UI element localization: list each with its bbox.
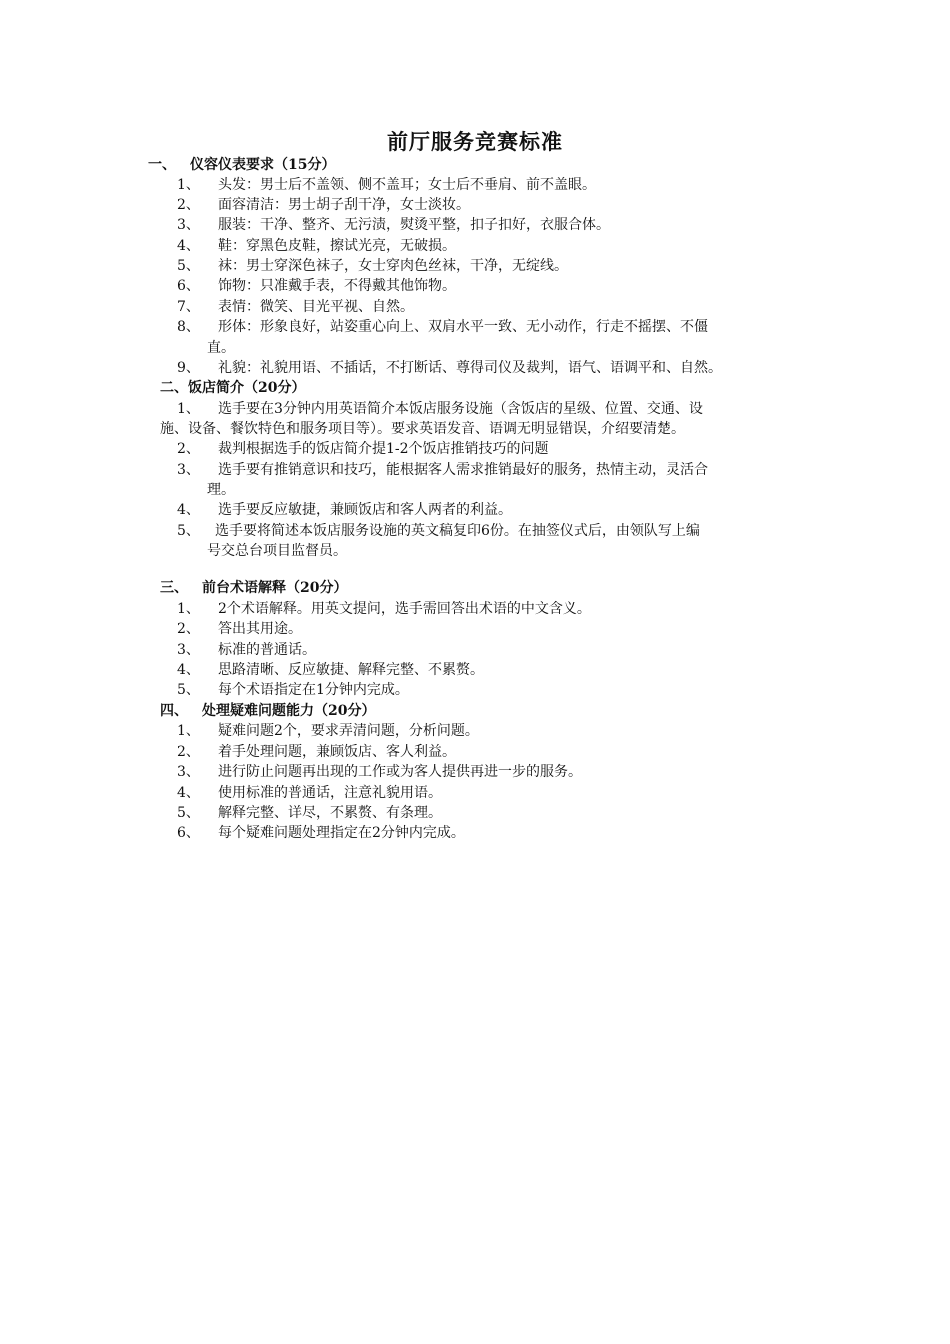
- list-item: [177, 399, 703, 419]
- list-item: [177, 803, 442, 823]
- item-text: 饰物：只准戴手表，不得戴其他饰物。: [218, 278, 456, 294]
- item-number: 4、: [177, 785, 200, 801]
- section-number: 一、: [148, 157, 176, 173]
- item-text: 着手处理问题，兼顾饭店、客人利益。: [218, 744, 456, 760]
- item-text: 服装：干净、整齐、无污渍，熨烫平整，扣子扣好，衣服合体。: [218, 217, 610, 233]
- item-text: 面容清洁：男士胡子刮干净，女士淡妆。: [218, 197, 470, 213]
- item-number: 5、: [177, 258, 200, 274]
- item-number: 4、: [177, 662, 200, 678]
- section-title: 前台术语解释（20分）: [202, 580, 348, 596]
- list-item: [177, 762, 582, 782]
- item-number: 2、: [177, 441, 200, 457]
- list-item: [177, 599, 591, 619]
- item-number: 5、: [177, 682, 200, 698]
- section-heading: [160, 578, 347, 598]
- item-text: 进行防止问题再出现的工作或为客人提供再进一步的服务。: [218, 764, 582, 780]
- item-number: 9、: [177, 360, 200, 376]
- list-item: [177, 783, 442, 803]
- list-item: [177, 742, 456, 762]
- list-item: [177, 439, 549, 459]
- item-number: 3、: [177, 217, 200, 233]
- item-number: 4、: [177, 502, 200, 518]
- item-number: 1、: [177, 601, 200, 617]
- item-number: 8、: [177, 319, 200, 335]
- list-item: [177, 500, 512, 520]
- section-number: 三、: [160, 580, 188, 596]
- list-item: [177, 619, 302, 639]
- list-item: [177, 317, 708, 337]
- list-item: [177, 460, 708, 480]
- item-text: 裁判根据选手的饭店简介提1-2个饭店推销技巧的问题: [218, 441, 549, 457]
- section-title: 仪容仪表要求（15分）: [190, 157, 336, 173]
- section-title: 饭店简介（20分）: [188, 380, 306, 396]
- item-text: 思路清晰、反应敏捷、解释完整、不累赘。: [218, 662, 484, 678]
- item-number: 5、: [177, 805, 200, 821]
- item-text: 选手要有推销意识和技巧，能根据客人需求推销最好的服务，热情主动，灵活合: [218, 462, 708, 478]
- list-item: [177, 256, 568, 276]
- item-text: 使用标准的普通话，注意礼貌用语。: [218, 785, 442, 801]
- item-text: 表情：微笑、目光平视、自然。: [218, 299, 414, 315]
- item-text: 每个术语指定在1分钟内完成。: [218, 682, 409, 698]
- item-number: 6、: [177, 278, 200, 294]
- list-item: [177, 215, 610, 235]
- item-number: 3、: [177, 764, 200, 780]
- list-item: [177, 640, 316, 660]
- item-text: 礼貌：礼貌用语、不插话，不打断话、尊得司仪及裁判，语气、语调平和、自然。: [218, 360, 722, 376]
- item-number: 3、: [177, 642, 200, 658]
- item-text: 标准的普通话。: [218, 642, 316, 658]
- item-continuation: 直。: [207, 340, 235, 356]
- item-text: 解释完整、详尽，不累赘、有条理。: [218, 805, 442, 821]
- item-text: 鞋：穿黑色皮鞋，擦试光亮，无破损。: [218, 238, 456, 254]
- item-text: 形体：形象良好，站姿重心向上、双肩水平一致、无小动作，行走不摇摆、不僵: [218, 319, 708, 335]
- document-title: 前厅服务竞赛标准: [387, 129, 563, 154]
- item-continuation: 理。: [207, 482, 235, 498]
- item-number: 5、: [177, 523, 200, 539]
- section-heading: [160, 701, 375, 721]
- item-text: 头发：男士后不盖领、侧不盖耳；女士后不垂肩、前不盖眼。: [218, 177, 596, 193]
- item-text: 疑难问题2个，要求弄清问题，分析问题。: [218, 723, 479, 739]
- section-heading: [148, 155, 335, 175]
- item-number: 1、: [177, 177, 200, 193]
- section-title: 处理疑难问题能力（20分）: [202, 703, 376, 719]
- item-text: 选手要在3分钟内用英语简介本饭店服务设施（含饭店的星级、位置、交通、设: [218, 401, 703, 417]
- list-item: [177, 236, 456, 256]
- item-number: 6、: [177, 825, 200, 841]
- item-number: 4、: [177, 238, 200, 254]
- item-number: 1、: [177, 401, 200, 417]
- item-number: 2、: [177, 197, 200, 213]
- list-item: [177, 721, 479, 741]
- list-item: [177, 521, 700, 541]
- section-heading: [160, 378, 305, 398]
- item-continuation: 号交总台项目监督员。: [207, 543, 347, 559]
- item-text: 2个术语解释。用英文提问，选手需回答出术语的中文含义。: [218, 601, 591, 617]
- item-text: 选手要将简述本饭店服务设施的英文稿复印6份。在抽签仪式后，由领队写上编: [215, 523, 700, 539]
- list-item: [177, 660, 484, 680]
- list-item: [177, 195, 470, 215]
- item-number: 2、: [177, 744, 200, 760]
- item-continuation: 施、设备、餐饮特色和服务项目等）。要求英语发音、语调无明显错误，介绍要清楚。: [160, 421, 685, 437]
- item-text: 每个疑难问题处理指定在2分钟内完成。: [218, 825, 465, 841]
- list-item: [177, 276, 456, 296]
- section-number: 四、: [160, 703, 188, 719]
- item-number: 1、: [177, 723, 200, 739]
- list-item: [177, 297, 414, 317]
- list-item: [177, 175, 596, 195]
- list-item: [177, 358, 722, 378]
- item-text: 答出其用途。: [218, 621, 302, 637]
- list-item: [177, 823, 465, 843]
- item-text: 选手要反应敏捷，兼顾饭店和客人两者的利益。: [218, 502, 512, 518]
- section-number: 二、: [160, 380, 188, 396]
- item-text: 袜：男士穿深色袜子，女士穿肉色丝袜，干净，无绽线。: [218, 258, 568, 274]
- item-number: 7、: [177, 299, 200, 315]
- item-number: 3、: [177, 462, 200, 478]
- list-item: [177, 680, 409, 700]
- item-number: 2、: [177, 621, 200, 637]
